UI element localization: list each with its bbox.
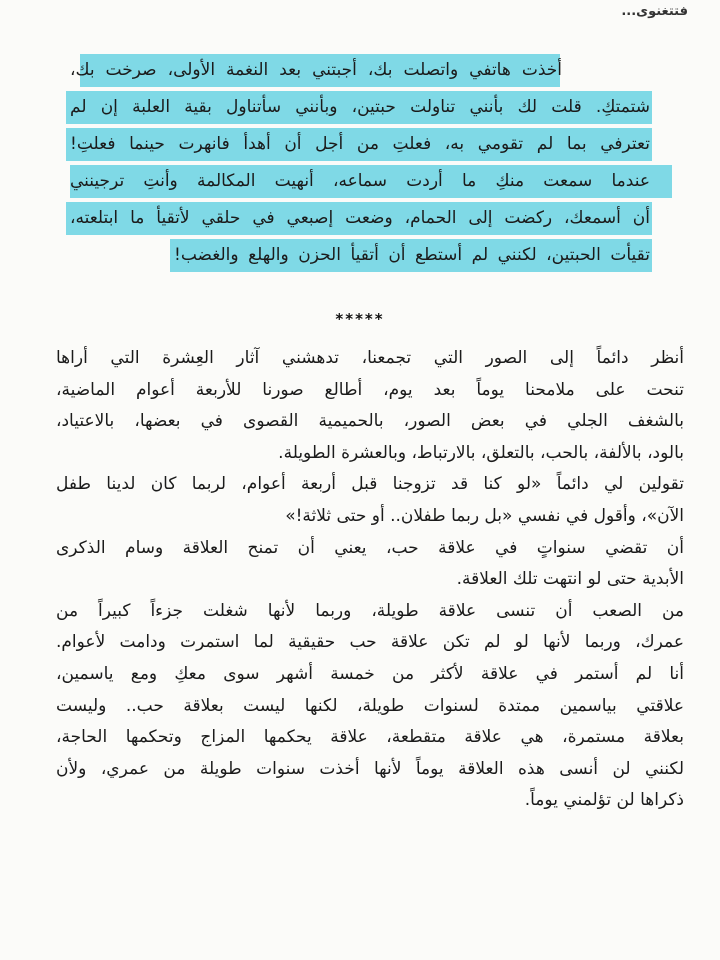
- text-line: الأبدية حتى لو انتهت تلك العلاقة.: [456, 569, 684, 590]
- text-line: الآن»، وأقول في نفسي «بل ربما طفلان.. أو حتى ثلاثة!»: [285, 505, 684, 526]
- text-line: أنا لم أستمر في علاقة لأكثر من خمسة أشهر سوى معكِ ومع ياسمين،: [56, 663, 684, 684]
- text-line: بعلاقة مستمرة، هي علاقة متقطعة، علاقة يحكمها المزاج وتحكمها الحاجة،: [56, 727, 684, 748]
- text-line: بالشغف الجلي في بعض الصور، بالحميمية القصوى في بعضها، بالاعتياد،: [56, 411, 684, 432]
- text-line: علاقتي بياسمين ممتدة لسنوات طويلة، لكنها ليست بعلاقة حب.. وليست: [56, 695, 684, 716]
- text-line: تقولين لي دائماً «لو كنا قد تزوجنا قبل أربعة أعوام، لربما كان لدينا طفل: [56, 474, 684, 495]
- highlighted-line-text: أن أسمعك، ركضت إلى الحمام، وضعت إصبعي في حلقي لأتقيأ ما ابتلعته،: [70, 208, 650, 228]
- body-text: [56, 343, 684, 817]
- section-separator: *****: [335, 310, 385, 328]
- highlighted-line: [70, 89, 650, 126]
- text-line: أن تقضي سنواتٍ في علاقة حب، يعني أن تمنح العلاقة وسام الذكرى: [56, 537, 684, 558]
- text-line: أنظر دائماً إلى الصور التي تجمعنا، تدهشني آثار العِشرة التي أراها: [56, 348, 684, 368]
- highlighted-line: [70, 163, 650, 200]
- highlighted-line: [70, 237, 650, 274]
- running-head: فتتغنوى...: [621, 4, 688, 19]
- text-line: بالود، بالألفة، بالحب، بالتعلق، بالارتباط، وبالعشرة الطويلة.: [278, 442, 684, 463]
- highlighted-line: [70, 200, 650, 237]
- text-line: لكنني لن أنسى هذه العلاقة يوماً لأنها أخذت سنوات طويلة من عمري، ولأن: [56, 758, 684, 779]
- highlighted-line-text: شتمتكِ. قلت لك بأنني تناولت حبتين، وبأنني سأتناول بقية العلبة إن لم: [70, 97, 650, 117]
- text-line: عمرك، وربما لأنها لو لم تكن علاقة حب حقيقية لما استمرت ودامت لأعوام.: [56, 632, 684, 653]
- highlighted-line-text: عندما سمعت منكِ ما أردت سماعه، أنهيت المكالمة وأنتِ ترجينني: [70, 171, 650, 191]
- highlighted-line: [70, 126, 650, 163]
- highlighted-line-text: تقيأت الحبتين، لكنني لم أستطع أن أتقيأ الحزن والهلع والغضب!: [174, 245, 650, 265]
- highlighted-passage: [70, 52, 650, 274]
- highlighted-line: [70, 52, 650, 89]
- text-line: من الصعب أن تنسى علاقة طويلة، وربما لأنها شغلت جزءاً كبيراً من: [56, 600, 684, 621]
- highlighted-line-text: تعترفي بما لم تقومي به، فعلتِ من أجل أن أهدأ فانهرت حينما فعلتِ!: [70, 134, 650, 154]
- text-line: ذكراها لن تؤلمني يوماً.: [524, 790, 684, 811]
- text-line: تنحت على ملامحنا يوماً بعد يوم، أطالع صورنا للأربعة أعوام الماضية،: [56, 379, 684, 400]
- highlighted-line-text: أخذت هاتفي واتصلت بك، أجبتني بعد النغمة الأولى، صرخت بك،: [70, 60, 562, 80]
